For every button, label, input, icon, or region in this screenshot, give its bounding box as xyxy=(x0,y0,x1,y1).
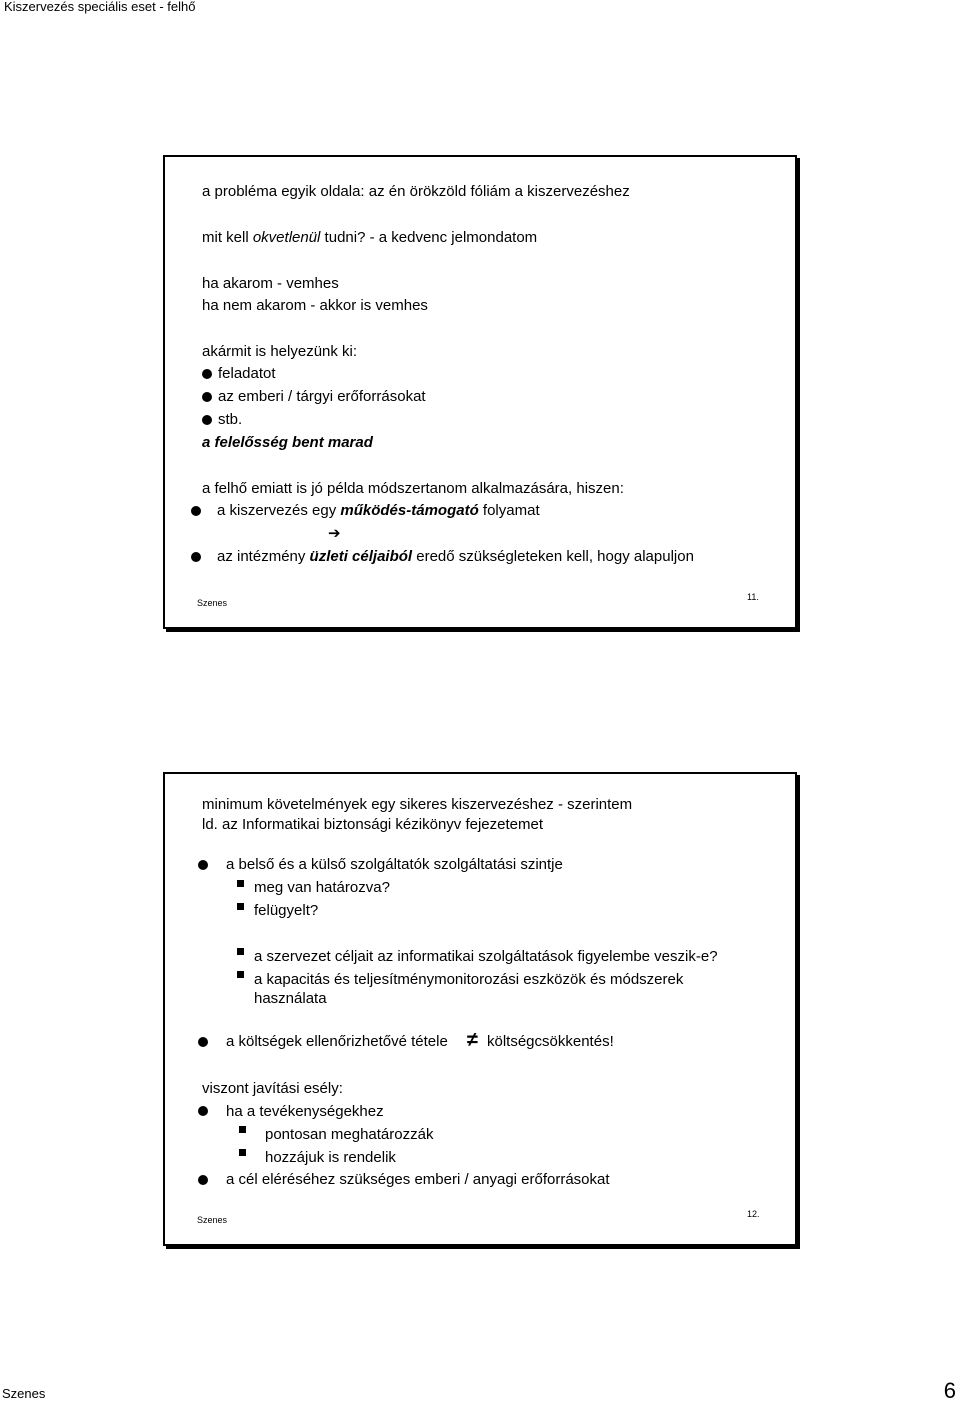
slide1-bullet-4-post: folyamat xyxy=(478,502,540,519)
slide1-author: Szenes xyxy=(197,598,228,608)
slide1-bullet-3: stb. xyxy=(218,411,243,428)
slide1-line1: a probléma egyik oldala: az én örökzöld fóliám a kiszervezéshez xyxy=(202,183,630,200)
bullet-dot-icon xyxy=(202,392,212,402)
slide1-line2-post: tudni? - a kedvenc jelmondatom xyxy=(320,229,538,246)
slide1-bullet-1: feladatot xyxy=(218,365,276,382)
slide-11 xyxy=(163,155,797,629)
slide2-line2: ld. az Informatikai biztonsági kézikönyv fejezetemet xyxy=(202,816,543,833)
bullet-dot-icon xyxy=(198,1175,208,1185)
slide2-sub-2: felügyelt? xyxy=(254,902,319,919)
slide2-sub-1: meg van határozva? xyxy=(254,879,390,896)
slide1-bullet-5-emphasis: üzleti céljaiból xyxy=(309,548,413,565)
slide2-sub-5: pontosan meghatározzák xyxy=(265,1126,434,1143)
slide1-line2 xyxy=(202,229,537,246)
bullet-dot-icon xyxy=(191,552,201,562)
slide1-bullet-4-emphasis: működés-támogató xyxy=(340,502,479,519)
slide2-bullet-1: a belső és a külső szolgáltatók szolgáltatási szintje xyxy=(226,856,563,873)
bullet-square-icon xyxy=(237,880,244,887)
slide1-bullet-5 xyxy=(217,548,694,565)
slide1-bullet-2: az emberi / tárgyi erőforrásokat xyxy=(218,388,426,405)
slide2-bullet-4: a cél eléréséhez szükséges emberi / anyagi erőforrásokat xyxy=(226,1171,610,1188)
slide1-line6: a felhő emiatt is jó példa módszertanom alkalmazására, hiszen: xyxy=(202,480,624,497)
bullet-dot-icon xyxy=(198,1037,208,1047)
slide2-sub-4a: a kapacitás és teljesítménymonitorozási eszközök és módszerek xyxy=(254,971,684,988)
bullet-square-icon xyxy=(237,971,244,978)
bullet-square-icon xyxy=(237,903,244,910)
page-footer-number: 6 xyxy=(943,1378,956,1403)
bullet-dot-icon xyxy=(198,860,208,870)
slide1-line2-italic: okvetlenül xyxy=(252,229,321,246)
not-equal-icon: ≠ xyxy=(467,1029,478,1051)
slide2-bullet-2: a költségek ellenőrizhetővé tétele xyxy=(226,1033,448,1050)
slide1-emphasis: a felelősség bent marad xyxy=(202,434,373,451)
arrow-right-icon: ➔ xyxy=(328,525,341,542)
slide1-line5: akármit is helyezünk ki: xyxy=(202,343,358,360)
slide1-bullet-4-pre: a kiszervezés egy xyxy=(217,502,341,519)
slide1-line2-pre: mit kell xyxy=(202,229,253,246)
slide1-line4: ha nem akarom - akkor is vemhes xyxy=(202,297,428,314)
slide1-page-number: 11. xyxy=(747,592,759,602)
slide1-bullet-4 xyxy=(217,502,540,519)
slide2-bullet-2-result: költségcsökkentés! xyxy=(487,1033,614,1050)
document-header-title: Kiszervezés speciális eset - felhő xyxy=(4,0,196,14)
slide2-sub-6: hozzájuk is rendelik xyxy=(265,1149,396,1166)
bullet-dot-icon xyxy=(202,415,212,425)
bullet-dot-icon xyxy=(202,369,212,379)
bullet-square-icon xyxy=(237,948,244,955)
slide2-sub-3: a szervezet céljait az informatikai szolgáltatások figyelembe veszik-e? xyxy=(254,948,718,965)
slide-12 xyxy=(163,772,797,1246)
slide1-bullet-5-pre: az intézmény xyxy=(217,548,310,565)
page-footer-author: Szenes xyxy=(2,1386,46,1401)
bullet-dot-icon xyxy=(198,1106,208,1116)
bullet-square-icon xyxy=(239,1149,246,1156)
slide1-bullet-5-post: eredő szükségleteken kell, hogy alapuljon xyxy=(412,548,694,565)
slide1-line3: ha akarom - vemhes xyxy=(202,275,339,292)
bullet-dot-icon xyxy=(191,506,201,516)
slide2-line1: minimum követelmények egy sikeres kiszervezéshez - szerintem xyxy=(202,796,633,813)
slide2-sub-4b: használata xyxy=(254,990,327,1007)
slide2-bullet-3: ha a tevékenységekhez xyxy=(226,1103,384,1120)
slide2-page-number: 12. xyxy=(747,1209,760,1219)
slide2-line3: viszont javítási esély: xyxy=(202,1080,343,1097)
bullet-square-icon xyxy=(239,1126,246,1133)
slide2-author: Szenes xyxy=(197,1215,228,1225)
